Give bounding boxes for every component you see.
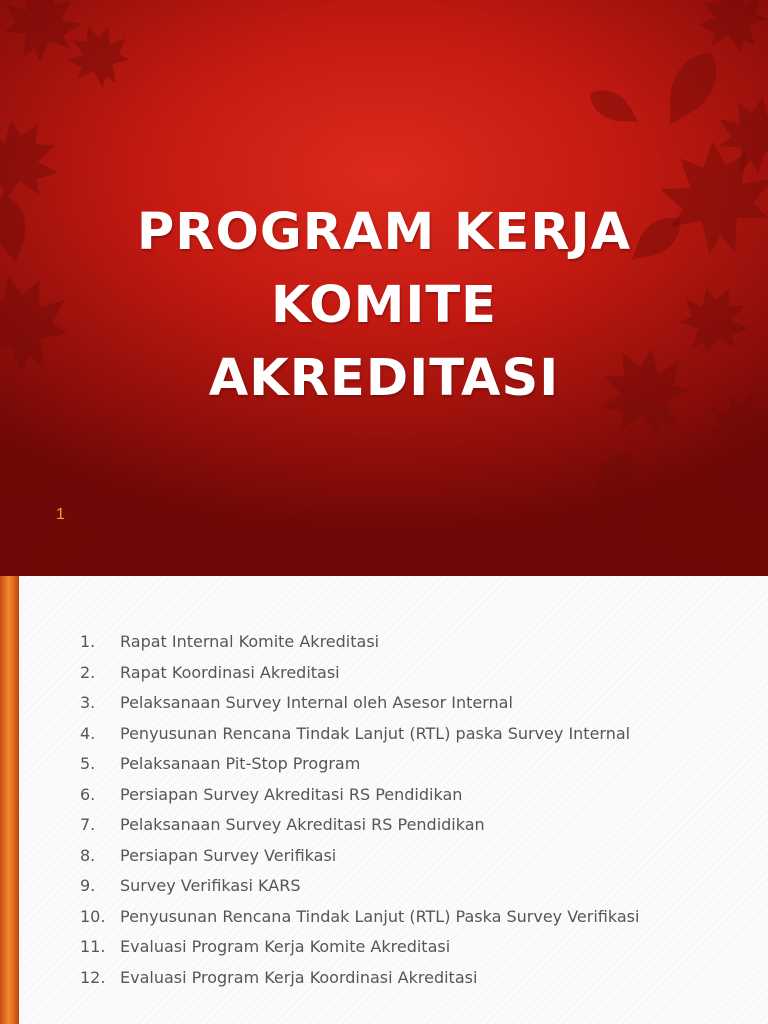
- title-line: AKREDITASI: [208, 349, 560, 408]
- item-number: 8.: [80, 845, 96, 865]
- list-item: [80, 873, 720, 898]
- item-text: Survey Verifikasi KARS: [120, 876, 301, 895]
- item-number: 4.: [80, 723, 96, 743]
- item-text: Pelaksanaan Survey Akreditasi RS Pendidikan: [120, 815, 485, 834]
- item-text: Rapat Koordinasi Akreditasi: [120, 662, 340, 682]
- program-list-slide: [0, 576, 768, 1024]
- program-list: [80, 629, 720, 995]
- item-text: Persiapan Survey Verifikasi: [120, 845, 337, 865]
- item-number: 10.: [80, 906, 106, 926]
- title-line: PROGRAM KERJA: [136, 203, 632, 262]
- list-item: [80, 751, 720, 776]
- item-text: Pelaksanaan Pit-Stop Program: [120, 754, 361, 773]
- slide-title: [34, 196, 734, 415]
- item-number: 2.: [80, 662, 96, 682]
- list-item: [80, 782, 720, 807]
- list-item: [80, 812, 720, 837]
- item-number: 5.: [80, 754, 96, 773]
- list-item: [80, 690, 720, 715]
- list-item: [80, 843, 720, 868]
- item-text: Penyusunan Rencana Tindak Lanjut (RTL) paska Survey Internal: [120, 723, 631, 743]
- item-number: 3.: [80, 693, 96, 712]
- item-text: Pelaksanaan Survey Internal oleh Asesor Internal: [120, 693, 513, 712]
- list-item: [80, 934, 720, 959]
- item-text: Penyusunan Rencana Tindak Lanjut (RTL) Paska Survey Verifikasi: [120, 906, 640, 926]
- list-item: [80, 629, 720, 654]
- list-item: [80, 904, 720, 929]
- item-number: 11.: [80, 937, 106, 956]
- item-text: Persiapan Survey Akreditasi RS Pendidikan: [120, 784, 463, 804]
- item-text: Evaluasi Program Kerja Komite Akreditasi: [120, 937, 451, 956]
- title-line: KOMITE: [271, 276, 497, 335]
- item-number: 1.: [80, 632, 96, 651]
- list-item: [80, 721, 720, 746]
- item-number: 9.: [80, 876, 96, 895]
- list-item: [80, 660, 720, 685]
- item-number: 12.: [80, 967, 106, 987]
- list-item: [80, 965, 720, 990]
- item-number: 6.: [80, 784, 96, 804]
- slide-number: 1: [56, 506, 65, 523]
- accent-bar: [0, 576, 19, 1024]
- item-number: 7.: [80, 815, 96, 834]
- item-text: Evaluasi Program Kerja Koordinasi Akreditasi: [120, 967, 478, 987]
- item-text: Rapat Internal Komite Akreditasi: [120, 632, 380, 651]
